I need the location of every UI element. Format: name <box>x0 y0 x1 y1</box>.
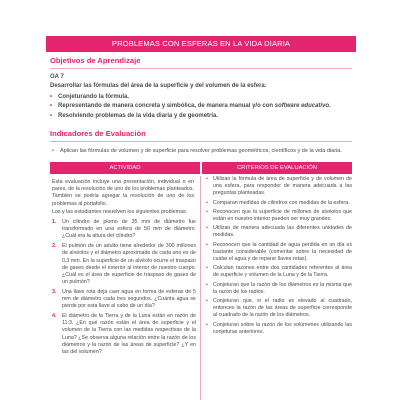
bullet-icon: • <box>206 176 208 182</box>
criteria-text: Conjeturan que la razón de los diámetros es la misma que la razón de los radios. <box>213 281 352 295</box>
problem-item <box>52 289 196 311</box>
criteria-item <box>206 322 352 336</box>
bullet-icon: • <box>50 103 53 110</box>
divider <box>50 68 352 69</box>
criteria-text: Reconocen que la superficie de millones de alvéolos que están en nuestro interior pueden ser muy grandes. <box>213 208 352 223</box>
objective-item-italic: software educativo. <box>274 103 331 110</box>
criteria-text: Comparan medidas de cilindros con medidas de la esfera. <box>213 199 350 206</box>
indicator-text: Aplican las fórmulas de volumen y de superficie para resolver problemas geométricos, científicos y de la vida diaria. <box>60 148 342 154</box>
criteria-text: Reconocen que la cantidad de agua perdida en un día es bastante considerable (comentar sobre la necesidad de cuidar el agua y de reparar llaves rotas). <box>213 241 352 263</box>
page-header-title: PROBLEMAS CON ESFERAS EN LA VIDA DIARIA <box>46 36 356 52</box>
criteria-item <box>206 225 352 239</box>
bullet-icon: • <box>206 199 208 206</box>
objectives-heading: Objetivos de Aprendizaje <box>50 56 141 65</box>
problem-item <box>52 313 196 356</box>
bullet-icon: • <box>206 265 208 272</box>
criteria-column <box>206 176 352 338</box>
objectives-list <box>50 93 350 121</box>
criteria-item <box>206 282 352 296</box>
criteria-text: Conjeturan sobre la razón de los volúmenes utilizando las conjeturas anteriores. <box>213 321 352 335</box>
bullet-icon: • <box>50 94 53 100</box>
list-item <box>50 112 350 121</box>
problem-item <box>52 219 196 241</box>
problems-list <box>52 219 196 359</box>
problem-text: Una llave rota deja caer agua en forma de esferas de 5 mm de diámetro cada tres segundos. ¿Cuánta agua se pierde por esta llave al cabo de un día? <box>62 288 196 310</box>
criteria-text: Utilizan la fórmula de área de superficie y de volumen de una esfera, para responder de manera adecuada a las preguntas planteadas. <box>213 176 352 197</box>
problem-text: El pulmón de un adulto tiene alrededor de 300 millones de alvéolos y el diámetro aproximado de cada uno es de 0,3 mm. En la superficie de un alvéolo ocurre el traspaso de gases desde el exterior al interior de nuestro cuerpo. ¿Cuál es el área de superficie de traspaso de gases de un pulmón? <box>62 243 196 286</box>
evaluation-table <box>50 162 352 400</box>
problem-number: 1. <box>52 219 57 225</box>
objective-code: OA 7 <box>50 74 64 80</box>
bullet-icon: • <box>206 298 208 305</box>
bullet-icon: • <box>206 281 208 288</box>
criteria-list <box>206 176 352 336</box>
students-intro: Los y las estudiantes resuelven los siguientes problemas: <box>52 209 188 215</box>
problem-number: 4. <box>52 312 57 319</box>
problem-text: El diámetro de la Tierra y de la Luna están en razón de 11:3. ¿En qué razón están el área de superficie y el volumen de la Tierra con las medidas respectivas de la Luna? ¿Se observa alguna relación entre la razón de los diámetros y la razón de las áreas de superficie? ¿Y en las del volumen? <box>62 312 196 355</box>
bullet-icon: • <box>206 241 208 248</box>
bullet-icon: • <box>50 112 53 119</box>
activity-column-header: ACTIVIDAD <box>50 162 200 174</box>
criteria-text: Calculan razones entre dos cantidades referentes al área de superficie y volumen de la Luna y de la Tierra. <box>213 265 352 279</box>
criteria-item <box>206 200 352 207</box>
objective-item-text: Resolviendo problemas de la vida diaria y de geometría. <box>58 112 219 119</box>
divider <box>50 141 352 142</box>
indicator-item <box>52 147 352 155</box>
bullet-icon: • <box>206 208 208 215</box>
criteria-text: Conjeturan que, si el radio es elevado al cuadrado, entonces la razón de las áreas de superficie corresponde al cuadrado de la razón de los diámetros. <box>213 298 352 319</box>
bullet-icon: • <box>52 148 54 154</box>
indicators-heading: Indicadores de Evaluación <box>50 129 146 138</box>
activity-intro: Esta evaluación incluye una presentación, individual o en pares, de la resolución de uno de los problemas planteados. También se podría agregar la resolución de uno de los problemas al portafolio. <box>52 179 194 207</box>
objective-item-text: Conjeturando la fórmula. <box>58 94 130 100</box>
activity-column <box>50 176 201 400</box>
criteria-item <box>206 176 352 198</box>
criteria-column-header: CRITERIOS DE EVALUACIÓN <box>202 162 352 174</box>
bullet-icon: • <box>206 321 208 328</box>
criteria-item <box>206 209 352 223</box>
criteria-item <box>206 298 352 320</box>
problem-item <box>52 243 196 286</box>
criteria-item <box>206 242 352 264</box>
problem-text: Un cilindro de plomo de 35 mm de diámetro fue transformado en una esfera de 50 mm de diámetro. ¿Cuál era la altura del cilindro? <box>62 219 196 240</box>
bullet-icon: • <box>206 225 208 232</box>
objective-description: Desarrollar las fórmulas del área de la superficie y del volumen de la esfera: <box>50 83 267 89</box>
criteria-text: Utilizan de manera adecuada las diferentes unidades de medidas. <box>213 225 352 239</box>
criteria-item <box>206 265 352 279</box>
problem-number: 2. <box>52 243 57 250</box>
objective-item-text: Representando de manera concreta y simbólica, de manera manual y/o con <box>58 103 275 110</box>
list-item <box>50 93 350 102</box>
problem-number: 3. <box>52 288 57 295</box>
list-item <box>50 102 350 111</box>
